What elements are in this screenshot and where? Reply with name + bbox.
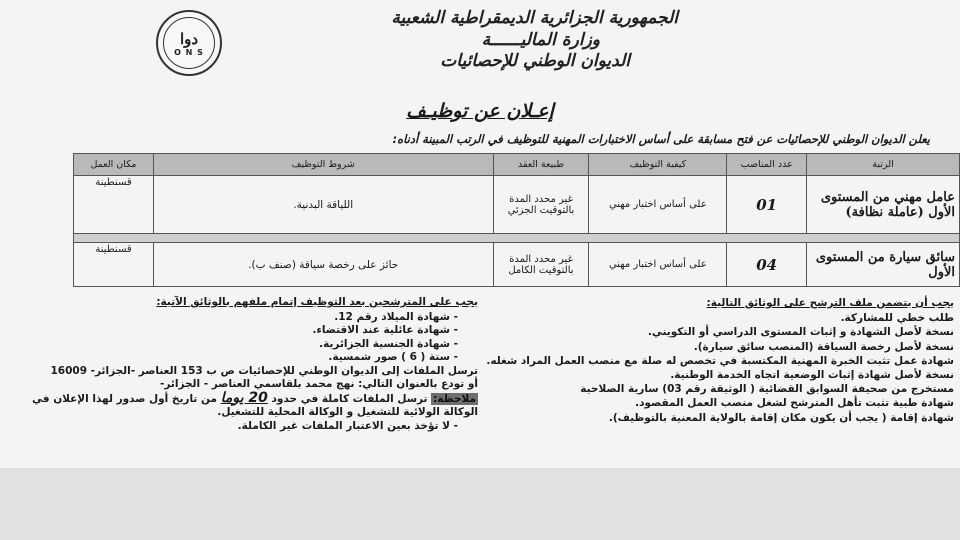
- list-item: - شهادة عائلية عند الاقتضاء.: [8, 324, 458, 338]
- post-hire-documents: [8, 296, 478, 433]
- table-row: [74, 176, 960, 234]
- row-contract: غير محدد المدة بالتوقيت الكامل: [493, 243, 589, 287]
- list-item: شهادة إقامة ( يجب أن يكون مكان إقامة بالولاية المعنية بالتوظيف).: [608, 411, 954, 424]
- header-republic: الجمهورية الجزائرية الديمقراطية الشعبية: [391, 8, 678, 28]
- intro-text: يعلن الديوان الوطني للإحصائيات عن فتح مسابقة على أساس الاختبارات المهنية للتوظيف في الرتب المبينة أدناه:: [392, 132, 930, 146]
- background-strip: [0, 468, 960, 540]
- row-count: 04: [727, 243, 807, 287]
- list-item: شهادة طبية تثبت تأهل المترشح لشغل منصب العمل المقصود.: [635, 397, 954, 410]
- post-hire-list: [8, 311, 478, 365]
- logo-mark: ﺩﻭﺍ: [179, 29, 199, 48]
- incomplete-note: - لا تؤخذ بعين الاعتبار الملفات غير الكاملة.: [237, 419, 458, 432]
- note-days: 20 يوما: [220, 389, 268, 406]
- list-item: نسخة لأصل رخصة السياقة (المنصب سائق سيارة).: [693, 340, 954, 353]
- note-label: ملاحظة:: [433, 392, 476, 405]
- row-contract: غير محدد المدة بالتوقيت الجزئي: [493, 176, 589, 234]
- list-item: - شهادة الجنسية الجزائرية.: [8, 338, 458, 352]
- table-header-row: [74, 154, 960, 176]
- ons-seal-icon: [156, 10, 222, 76]
- application-documents: [484, 296, 954, 425]
- col-method: كيفية التوظيف: [589, 154, 727, 176]
- note-text-c: من تاريخ أول صدور لهذا الإعلان في: [32, 392, 217, 405]
- list-item: مستخرج من صحيفة السوابق القضائية ( الوثيقة رقم 03) سارية الصلاحية: [580, 383, 954, 396]
- list-item: - ستة ( 6 ) صور شمسية.: [8, 351, 458, 365]
- row-place: قسنطينة: [74, 243, 154, 287]
- post-hire-heading: يجب على المترشحين بعد التوظيف إتمام ملفهم بالوثائق الآتية:: [156, 296, 478, 308]
- row-place: قسنطينة: [74, 176, 154, 234]
- row-separator: [74, 234, 960, 243]
- note-text-a: ترسل الملفات كاملة في حدود: [271, 392, 428, 405]
- table-row: [74, 243, 960, 287]
- list-item: - شهادة الميلاد رقم 12.: [8, 311, 458, 325]
- col-rank: الرتبة: [807, 154, 960, 176]
- application-heading: يجب أن يتضمن ملف الترشح على الوثائق التالية:: [706, 297, 954, 309]
- deadline-note: [8, 389, 478, 407]
- agencies-text: الوكالة الولائية للتشغيل و الوكالة المحلية للتشغيل.: [217, 406, 478, 418]
- row-method: على أساس اختبار مهني: [589, 176, 727, 234]
- col-place: مكان العمل: [74, 154, 154, 176]
- positions-table: [73, 153, 960, 287]
- list-item: نسخة لأصل شهادة إثبات الوضعية اتجاه الخدمة الوطنية.: [670, 369, 954, 382]
- logo-text: O N S: [174, 47, 204, 57]
- header-ministry: وزارة الماليــــــة: [481, 30, 600, 50]
- list-item: شهادة عمل تثبت الخبرة المهنية المكتسبة في تخصص له صلة مع منصب العمل المراد شغله.: [486, 354, 954, 367]
- list-item: نسخة لأصل الشهادة و إثبات المستوى الدراسي أو التكويني.: [647, 326, 954, 339]
- row-count: 01: [727, 176, 807, 234]
- col-contract: طبيعة العقد: [493, 154, 589, 176]
- application-list: [484, 311, 954, 425]
- row-rank: عامل مهني من المستوى الأول (عاملة نظافة): [807, 176, 960, 234]
- list-item: طلب خطي للمشاركة.: [840, 312, 954, 325]
- col-conditions: شروط التوظيف: [153, 154, 493, 176]
- page-title: إعـلان عن توظيـف: [406, 100, 554, 122]
- col-count: عدد المناصب: [727, 154, 807, 176]
- deposit-address: أو تودع بالعنوان التالي: نهج محمد بلقاسمي العناصر - الجزائر-: [160, 378, 478, 390]
- row-rank: سائق سيارة من المستوى الأول: [807, 243, 960, 287]
- row-condition: حائز على رخصة سياقة (صنف ب).: [153, 243, 493, 287]
- row-method: على أساس اختبار مهني: [589, 243, 727, 287]
- send-address: ترسل الملفات إلى الديوان الوطني للإحصائيات ص ب 153 العناصر -الجزائر- 16009: [50, 364, 478, 377]
- row-condition: اللياقة البدنية.: [153, 176, 493, 234]
- header-office: الديوان الوطني للإحصائيات: [440, 51, 630, 71]
